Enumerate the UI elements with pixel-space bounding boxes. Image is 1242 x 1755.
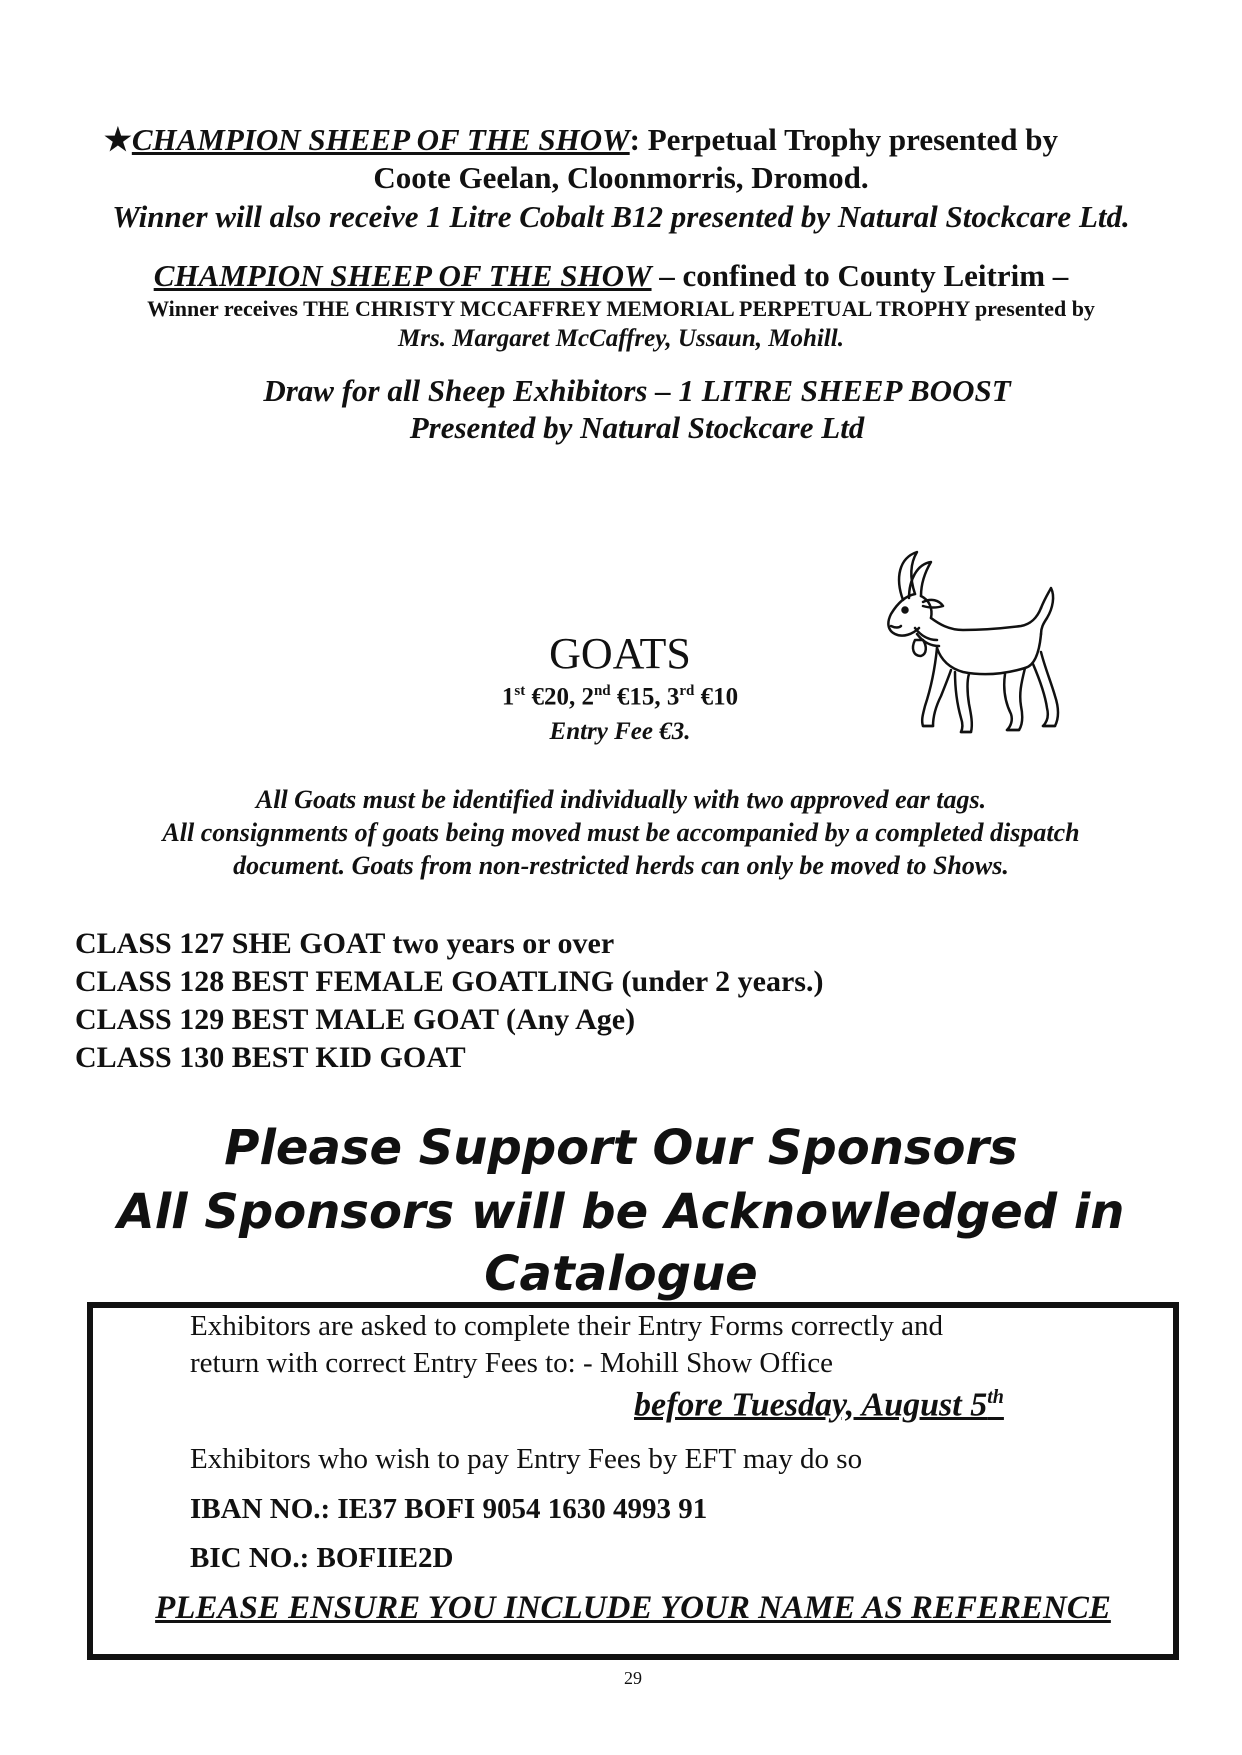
entry-instruction-line-2: return with correct Entry Fees to: - Mohill Show Office xyxy=(190,1347,833,1379)
champion-sheep-trophy-text: : Perpetual Trophy presented by xyxy=(629,122,1058,157)
goats-rule-movement: document. Goats from non-restricted herds can only be moved to Shows. xyxy=(233,851,1009,880)
reference-notice: PLEASE ENSURE YOU INCLUDE YOUR NAME AS REFERENCE xyxy=(155,1590,1111,1626)
class-128: CLASS 128 BEST FEMALE GOATLING (under 2 years.) xyxy=(75,965,824,998)
sheep-draw-presenter: Presented by Natural Stockcare Ltd xyxy=(409,410,865,445)
champion-sheep-title: CHAMPION SHEEP OF THE SHOW xyxy=(131,122,630,157)
goat-illustration xyxy=(865,548,1060,748)
class-129: CLASS 129 BEST MALE GOAT (Any Age) xyxy=(75,1003,636,1036)
sponsor-heading-2: All Sponsors will be Acknowledged in xyxy=(117,1184,1125,1240)
champion-sheep-line xyxy=(0,122,1242,158)
sponsor-heading-1: Please Support Our Sponsors xyxy=(224,1120,1018,1176)
bic-number: BIC NO.: BOFIIE2D xyxy=(190,1542,454,1574)
goats-heading: GOATS xyxy=(549,629,691,678)
iban-number: IBAN NO.: IE37 BOFI 9054 1630 4993 91 xyxy=(190,1493,708,1525)
class-127: CLASS 127 SHE GOAT two years or over xyxy=(75,927,615,960)
memorial-trophy-presenter: Mrs. Margaret McCaffrey, Ussaun, Mohill. xyxy=(398,325,844,352)
champion-sheep-prize: Winner will also receive 1 Litre Cobalt B12 presented by Natural Stockcare Ltd. xyxy=(112,199,1130,234)
page-number: 29 xyxy=(624,1668,642,1688)
goat-class-list xyxy=(75,925,823,1077)
entry-instruction-line-1: Exhibitors are asked to complete their Entry Forms correctly and xyxy=(190,1310,943,1342)
leitrim-champion-title: CHAMPION SHEEP OF THE SHOW xyxy=(153,258,652,293)
sponsor-heading-3: Catalogue xyxy=(484,1246,758,1302)
entry-deadline: before Tuesday, August 5th xyxy=(634,1386,1004,1424)
goats-rule-dispatch: All consignments of goats being moved must be accompanied by a completed dispatch xyxy=(162,818,1080,847)
sheep-draw-line: Draw for all Sheep Exhibitors – 1 LITRE SHEEP BOOST xyxy=(263,373,1011,408)
eft-note: Exhibitors who wish to pay Entry Fees by EFT may do so xyxy=(190,1443,863,1475)
leitrim-confined-text: – confined to County Leitrim – xyxy=(651,258,1069,293)
star-icon: ★ xyxy=(104,122,132,157)
goats-prizes: 1st €20, 2nd €15, 3rd €10 xyxy=(501,683,739,711)
leitrim-champion-line xyxy=(0,258,1242,294)
goats-entry-fee: Entry Fee €3. xyxy=(549,718,691,745)
memorial-trophy-text: Winner receives THE CHRISTY MCCAFFREY MEMORIAL PERPETUAL TROPHY presented by xyxy=(147,296,1095,321)
champion-sheep-presenter: Coote Geelan, Cloonmorris, Dromod. xyxy=(373,160,869,195)
goats-rule-ear-tags: All Goats must be identified individually with two approved ear tags. xyxy=(255,785,987,814)
class-130: CLASS 130 BEST KID GOAT xyxy=(75,1041,466,1074)
